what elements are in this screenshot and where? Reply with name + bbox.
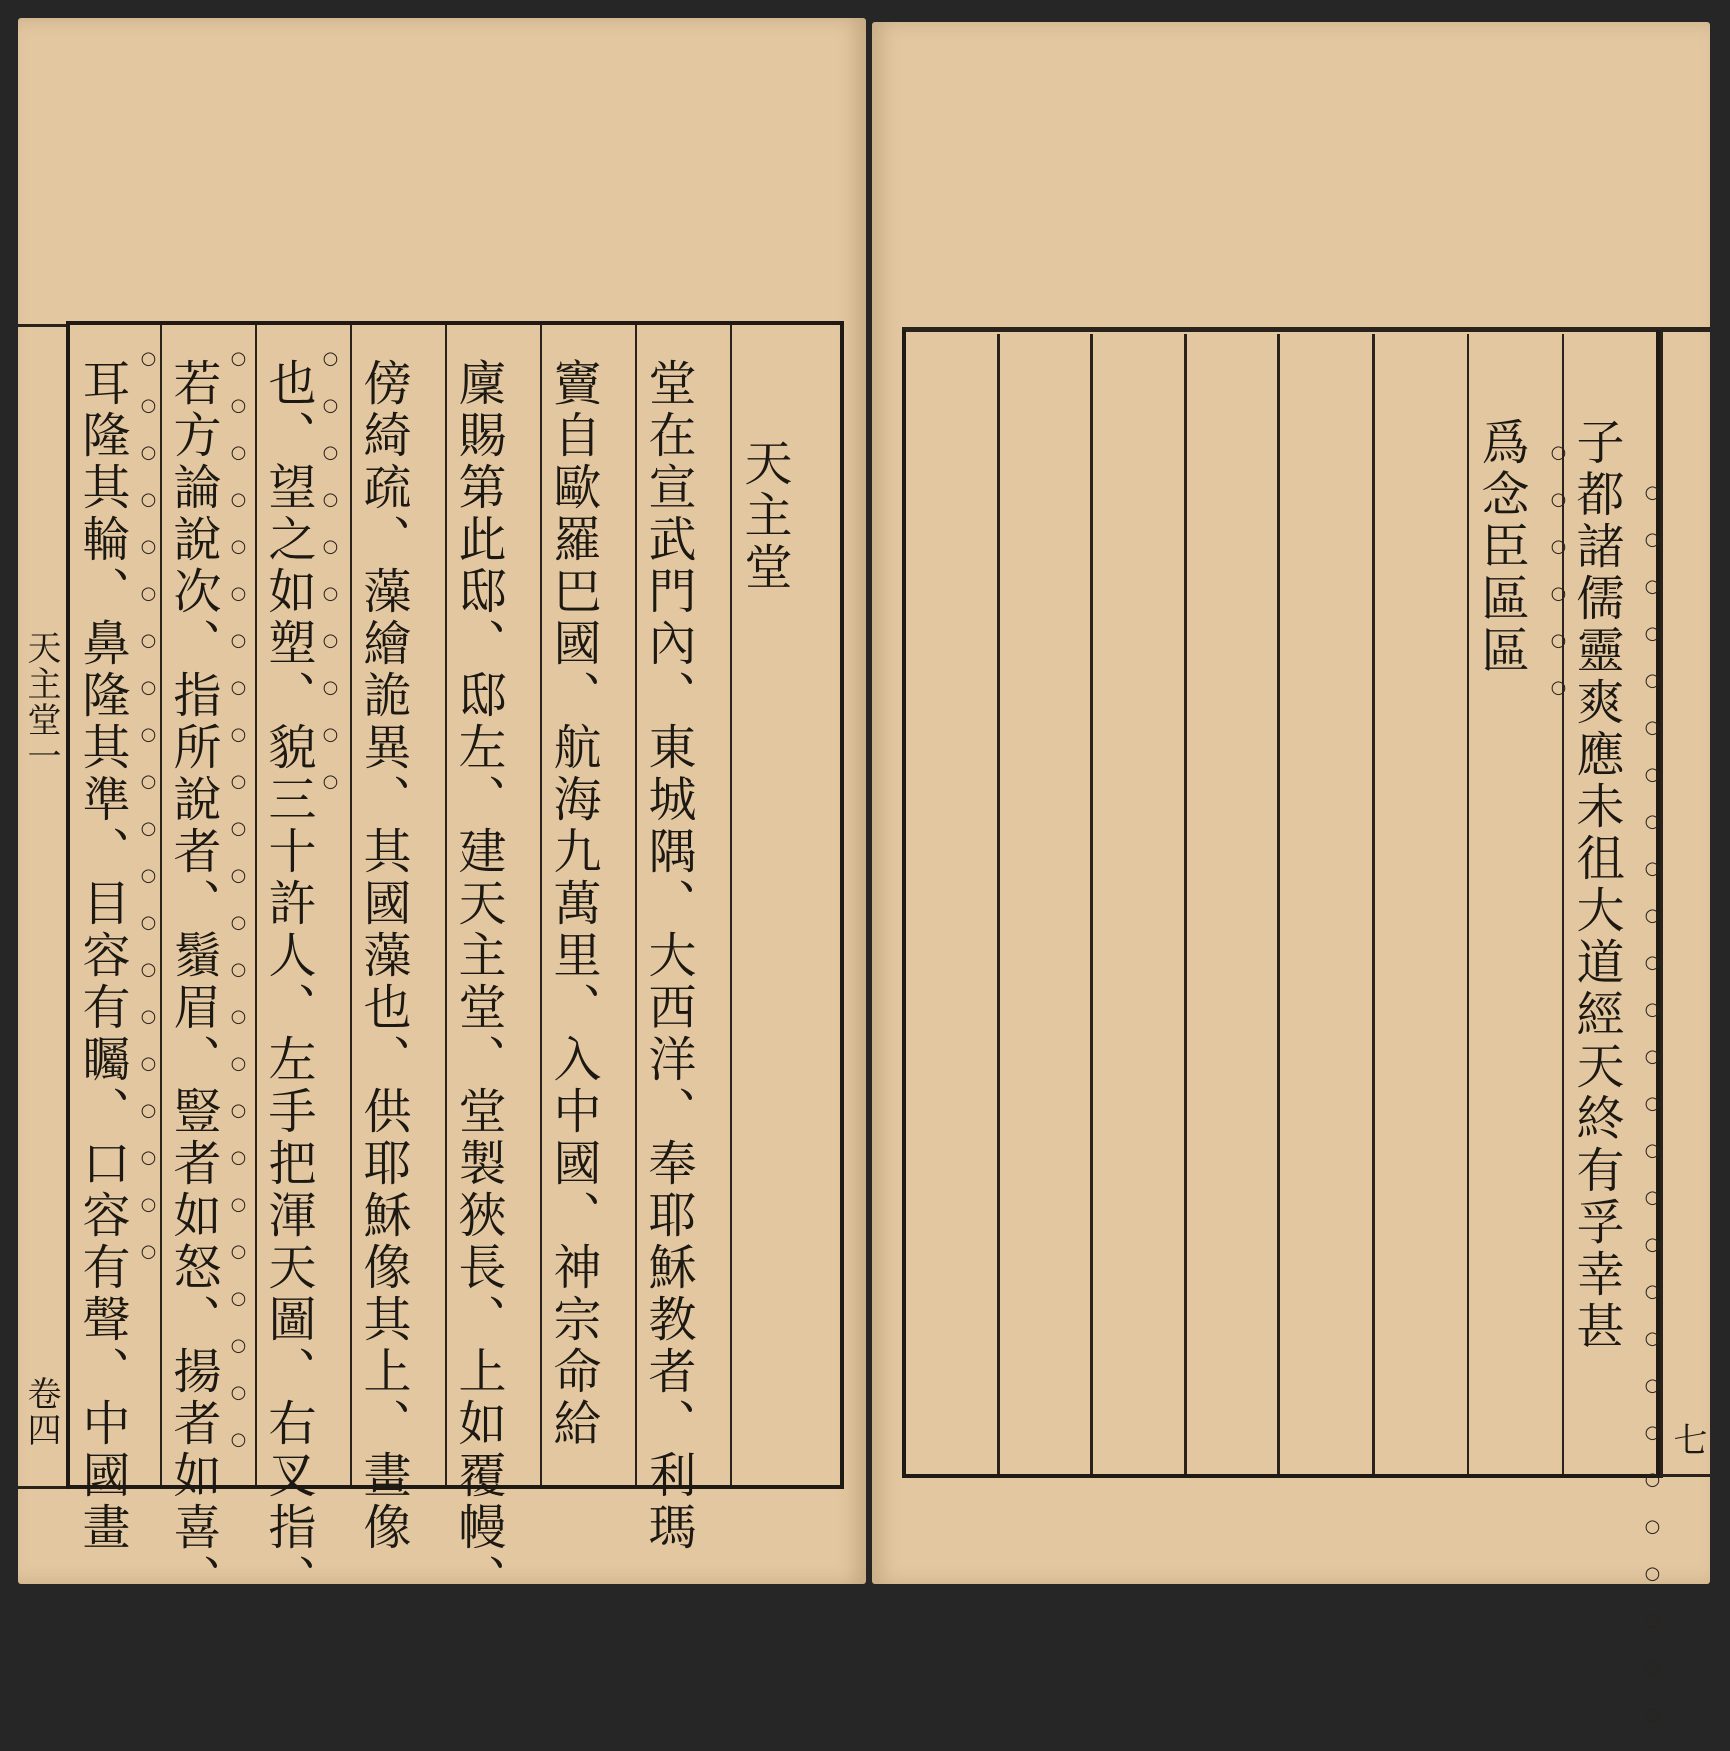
column-divider	[445, 325, 447, 1485]
column-divider	[1184, 334, 1187, 1474]
text-column-3: 廩賜第此邸、邸左、建天主堂、堂製狹長、上如覆幔、	[450, 358, 506, 1606]
column-divider	[635, 325, 637, 1485]
column-divider	[997, 334, 1000, 1474]
left-bottom-rule	[18, 1486, 66, 1489]
text-column-7: 耳隆其輪、鼻隆其準、目容有矚、口容有聲、中國畫	[74, 358, 130, 1554]
text-column-2: 竇自歐羅巴國、航海九萬里、入中國、神宗命給	[545, 358, 601, 1450]
column-divider	[540, 325, 542, 1485]
column-divider	[1277, 334, 1280, 1474]
section-heading: 天主堂	[736, 438, 792, 594]
column-divider	[160, 325, 162, 1485]
text-column-6: 若方論說次、指所說者、鬚眉、豎者如怒、揚者如喜、	[165, 358, 221, 1606]
column-divider	[255, 325, 257, 1485]
emphasis-marks: ○○○○○○	[1548, 442, 1569, 724]
emphasis-marks: ○○○○○○○○○○○○○○○○○○○○○○○○	[228, 348, 249, 1476]
left-page	[18, 18, 866, 1606]
column-divider	[1372, 334, 1375, 1474]
right-text-frame	[902, 330, 1660, 1478]
left-outer-rule	[18, 324, 66, 327]
column-divider	[350, 325, 352, 1485]
text-column-1: 堂在宣武門內、東城隅、大西洋、奉耶穌教者、利瑪	[640, 358, 696, 1554]
folio-number: 七	[1667, 1422, 1707, 1458]
right-page	[872, 22, 1710, 1751]
text-column-4: 傍綺疏、藻繪詭異、其國藻也、供耶穌像其上、畫像	[355, 358, 411, 1554]
emphasis-marks: ○○○○○○○○○○	[320, 348, 341, 818]
column-divider	[730, 325, 732, 1485]
column-divider	[1090, 334, 1093, 1474]
emphasis-marks: ○○○○○○○○○○○○○○○○○○○○○○○○○○○	[1642, 482, 1663, 1751]
margin-volume: 卷四	[21, 1376, 61, 1448]
text-column-1: 子都諸儒靈爽應未徂大道經天終有孚幸甚	[1568, 417, 1624, 1353]
text-column-5: 也、望之如塑、貌三十許人、左手把渾天圖、右叉指、	[260, 358, 316, 1606]
column-divider	[1467, 334, 1469, 1474]
text-column-2: 爲念臣區區	[1473, 417, 1529, 677]
margin-title: 天主堂一	[21, 630, 61, 774]
emphasis-marks: ○○○○○○○○○○○○○○○○○○○○	[138, 348, 159, 1288]
